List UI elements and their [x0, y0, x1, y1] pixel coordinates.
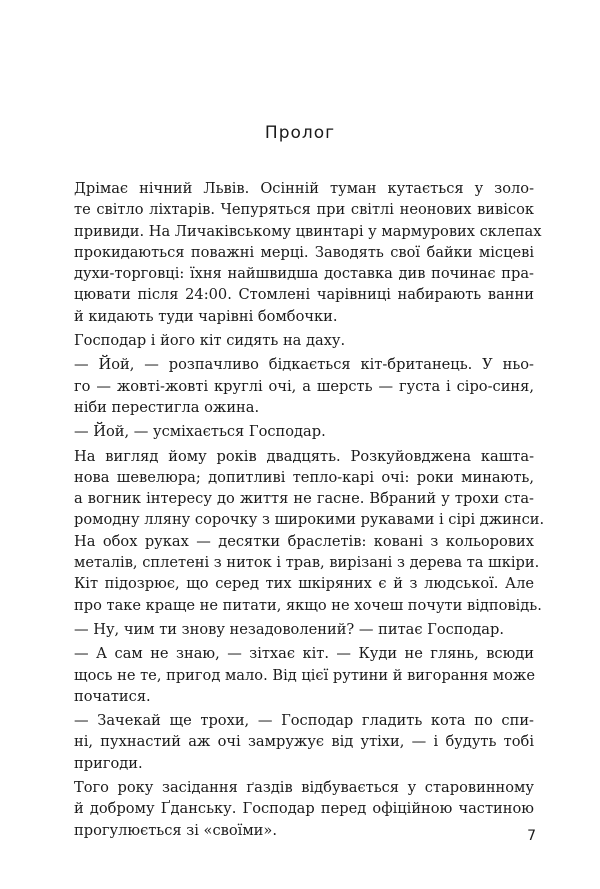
- text-line: привиди. На Личаківському цвинтарі у мармурових склепах: [74, 222, 542, 240]
- text-line: На вигляд йому років двадцять. Розкуйовджена кашта-: [74, 447, 534, 465]
- paragraph: [74, 710, 534, 774]
- text-line: й доброму Ґданську. Господар перед офіційною частиною: [74, 800, 534, 818]
- text-line: — Йой, — усміхається Господар.: [74, 423, 326, 441]
- text-line: На обох руках — десятки браслетів: ковані з кольорових: [74, 532, 534, 550]
- text-line: щось не те, пригод мало. Від цієї рутини й вигорання може: [74, 666, 535, 684]
- paragraph: [74, 178, 542, 327]
- text-line: Господар і його кіт сидять на даху.: [74, 332, 346, 350]
- text-line: початися.: [74, 687, 151, 705]
- text-line: Кіт підозрює, що серед тих шкіряних є й з людської. Але: [74, 575, 534, 593]
- text-line: нова шевелюра; допитливі тепло-карі очі: роки минають,: [74, 468, 534, 486]
- body-text: [74, 178, 545, 841]
- text-line: пригоди.: [74, 754, 143, 772]
- text-line: цювати після 24:00. Стомлені чарівниці набирають ванни: [74, 286, 534, 304]
- text-line: й кидають туди чарівні бомбочки.: [74, 307, 338, 325]
- text-line: духи-торговці: їхня найшвидша доставка див починає пра-: [74, 265, 534, 283]
- paragraph: [74, 421, 534, 442]
- text-line: го — жовті-жовті круглі очі, а шерсть — густа і сіро-синя,: [74, 377, 534, 395]
- text-line: — А сам не знаю, — зітхає кіт. — Куди не глянь, всюди: [74, 645, 534, 663]
- chapter-title: Пролог: [264, 123, 336, 143]
- text-line: — Ну, чим ти знову незадоволений? — питає Господар.: [74, 620, 504, 638]
- text-line: прогулюється зі «своїми».: [74, 821, 277, 839]
- text-line: те світло ліхтарів. Чепуряться при світлі неонових вивісок: [74, 201, 534, 219]
- text-line: — Йой, — розпачливо бідкається кіт-британець. У ньо-: [74, 356, 534, 374]
- paragraph: [74, 446, 545, 616]
- text-line: ромодну лляну сорочку з широкими рукавами і сірі джинси.: [74, 511, 545, 529]
- paragraph: [74, 619, 534, 640]
- text-line: Дрімає нічний Львів. Осінній туман кутається у золо-: [74, 180, 534, 197]
- paragraph: [74, 643, 534, 707]
- text-line: металів, сплетені з ниток і трав, вирізані з дерева та шкіри.: [74, 554, 540, 572]
- text-line: про таке краще не питати, якщо не хочеш почути відповідь.: [74, 596, 542, 614]
- text-line: — Зачекай ще трохи, — Господар гладить кота по спи-: [74, 712, 534, 730]
- paragraph: [74, 330, 534, 351]
- text-line: а вогник інтересу до життя не гасне. Вбраний у трохи ста-: [74, 490, 534, 508]
- paragraph: [74, 354, 534, 418]
- text-line: ніби перестигла ожина.: [74, 398, 260, 416]
- text-line: ні, пухнастий аж очі замружує від утіхи, — і будуть тобі: [74, 733, 534, 751]
- paragraph: [74, 777, 534, 841]
- page-number: 7: [527, 828, 536, 844]
- text-line: Того року засідання ґаздів відбувається у старовинному: [74, 779, 534, 797]
- text-line: прокидаються поважні мерці. Заводять свої байки місцеві: [74, 243, 534, 261]
